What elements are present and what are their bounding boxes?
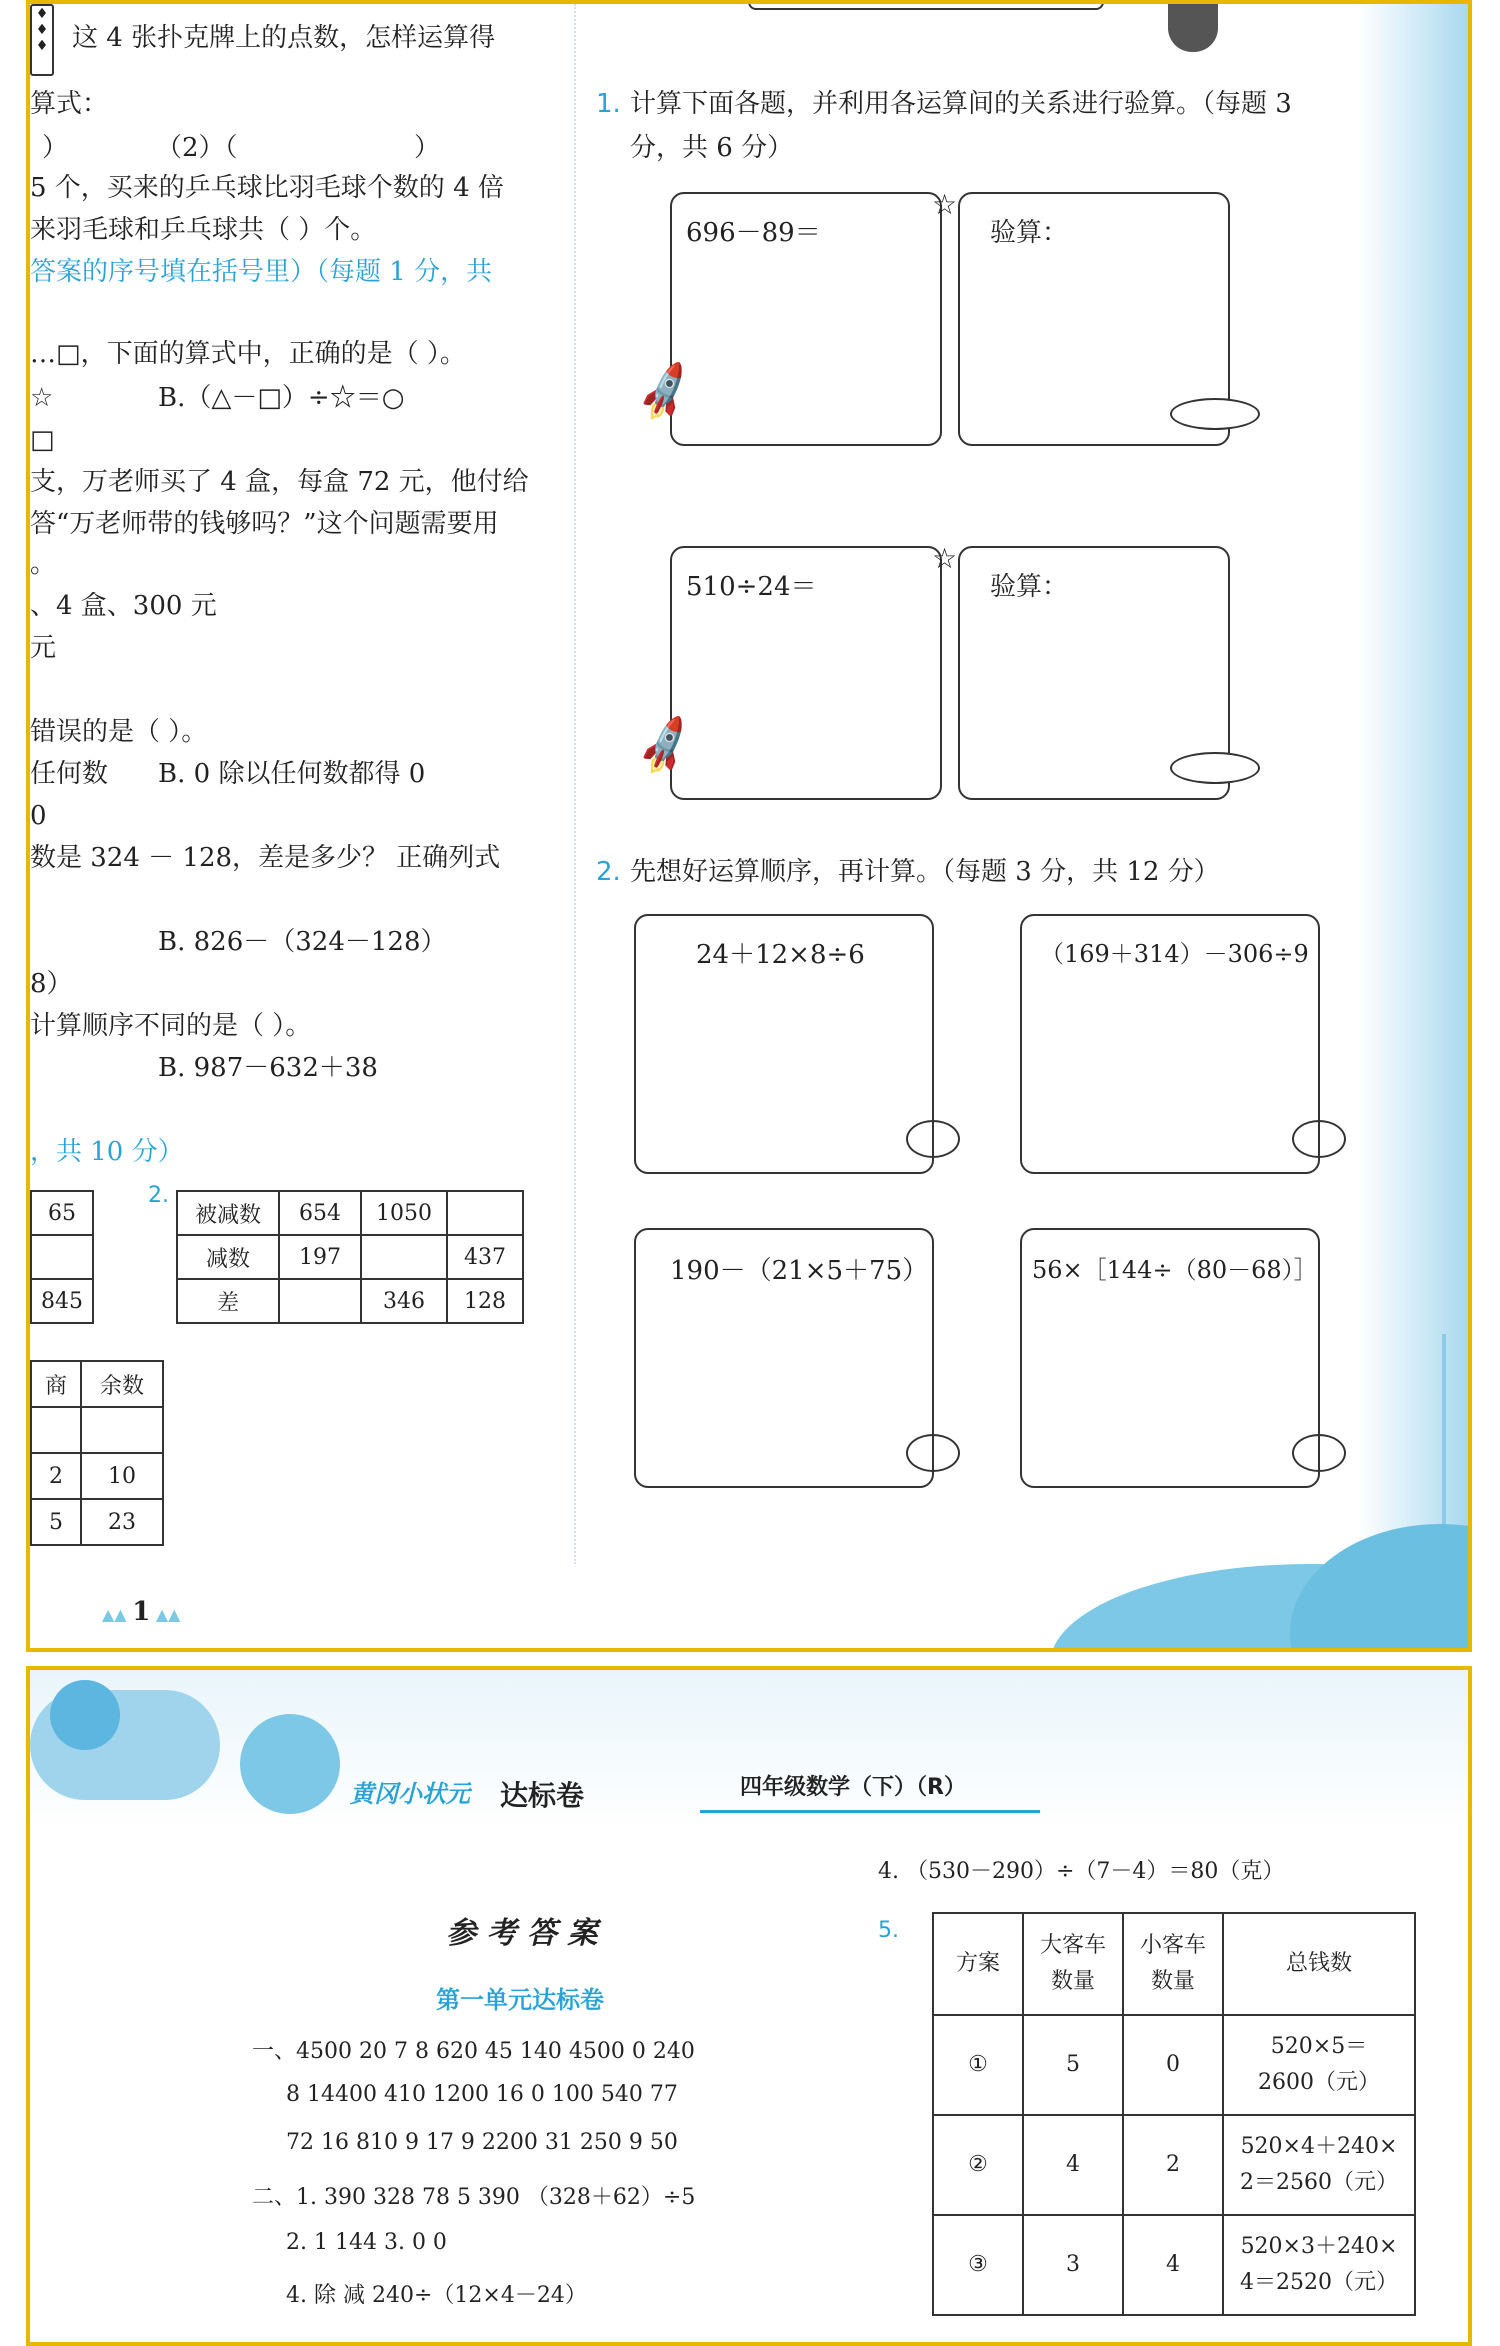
star-icon: ☆ [932,188,958,221]
option-minus-b: B. 826－（324－128） [158,927,447,957]
q-wrong-text: 错误的是（ ）。 [30,717,208,747]
table-cell: 5 [31,1499,81,1545]
unit-title: 第一单元达标卷 [436,1986,604,2014]
figure-box-top [748,0,1104,10]
star-icon: ☆ [932,542,958,575]
q-pingpong-text: 5 个，买来的乒乓球比羽毛球个数的 4 倍 [30,173,504,203]
option-wrong-c: 0 [30,801,47,831]
table-cell [447,1191,523,1235]
expression: 56×［144÷（80－68）］ [1032,1256,1318,1284]
table-cell: 减数 [177,1235,279,1279]
planet-icon [906,1434,960,1472]
answer-number-5: 5. [878,1918,899,1943]
column-divider [574,4,576,1564]
table-cell: 2 [31,1453,81,1499]
page-number-value: 1 [132,1597,151,1627]
table-header: 总钱数 [1223,1913,1415,2015]
expression: （169＋314）－306÷9 [1040,940,1309,968]
table-cell: 0 [1123,2015,1223,2115]
option-wrong-b: B. 0 除以任何数都得 0 [158,759,426,789]
answer-line: 一、4500 20 7 8 620 45 140 4500 0 240 [252,2039,695,2064]
q2-number: 2. [596,857,621,887]
table-cell: 845 [31,1279,93,1323]
q-minus-text: 数是 324 － 128，差是多少？ 正确列式 [30,843,501,873]
q1-instruction-2: 分，共 6 分） [630,133,794,163]
table-cell: 197 [279,1235,361,1279]
q1-instruction: 计算下面各题，并利用各运算间的关系进行验算。（每题 3 [630,89,1292,119]
table-cell [31,1235,93,1279]
table-cell: 10 [81,1453,163,1499]
answer-line: 二、1. 390 328 78 5 390 （328＋62）÷5 [252,2185,696,2210]
blank-paren-close: ） [414,133,441,163]
table-cell [81,1407,163,1453]
option-c: □ [30,425,55,455]
sun-icon [50,1680,120,1750]
table-cell: 346 [361,1279,447,1323]
expr-box-1[interactable] [634,914,934,1174]
side-sky-decoration [1358,4,1468,1564]
table-header: 小客车 数量 [1123,1913,1223,2015]
section-heading-choice: 答案的序号填在括号里）（每题 1 分，共 [30,257,493,287]
brand-logo-text: 黄冈小状元 [350,1780,470,1808]
expr-box-3[interactable] [634,1228,934,1488]
character-figure [1168,4,1218,52]
ufo-icon [1170,398,1260,430]
q-order-text: 计算顺序不同的是（ ）。 [30,1011,312,1041]
table-cell: 23 [81,1499,163,1545]
calc-box-1[interactable] [670,192,942,446]
q2-number: 2. [148,1183,169,1208]
q-teacher-text-3: 。 [30,549,57,579]
table-cell: ② [933,2115,1023,2215]
brand-suffix: 达标卷 [500,1779,585,1812]
plan-table [932,1912,1416,2316]
division-table [30,1360,164,1546]
option-teacher-a: 、4 盒、300 元 [30,591,217,621]
mascot-avatar [240,1714,340,1814]
q-formula-label: 算式： [30,89,109,119]
answer-line-4: 4. （530－290）÷（7－4）＝80（克） [878,1859,1285,1884]
q-shapes-text: …□，下面的算式中，正确的是（ ）。 [30,339,466,369]
q1-number: 1. [596,89,621,119]
planet-icon [1292,1120,1346,1158]
q-pingpong-text-2: 来羽毛球和乒乓球共（ ）个。 [30,215,377,245]
subtraction-table [176,1190,524,1324]
table-cell [279,1279,361,1323]
page-number: ▲▲ 1 ▲▲ [102,1597,181,1627]
planet-icon [1292,1434,1346,1472]
table-cell [31,1407,81,1453]
poker-card-icon: ♦ ♦ ♦ [30,4,54,76]
answer-line: 8 14400 410 1200 16 0 100 540 77 [286,2082,678,2107]
q-teacher-text-2: 答“万老师带的钱够吗？”这个问题需要用 [30,509,499,539]
ufo-icon [1170,752,1260,784]
option-teacher-b: 元 [30,633,57,663]
table-cell: 3 [1023,2215,1123,2315]
table-cell [361,1235,447,1279]
blank-paren-2: （2）（ [156,133,238,163]
table-cell: 65 [31,1191,93,1235]
table-cell: 5 [1023,2015,1123,2115]
answer-page [26,1666,1472,2346]
expression: 24＋12×8÷6 [696,940,865,970]
expression: 190－（21×5＋75） [670,1256,929,1286]
option-b: B.（△－□）÷☆＝○ [158,383,405,413]
table-header: 大客车 数量 [1023,1913,1123,2015]
table-cell: ③ [933,2215,1023,2315]
blank-paren: ） [42,133,69,163]
calc-expression: 510÷24＝ [686,572,817,602]
section-heading-fill: ，共 10 分） [30,1137,184,1167]
table-cell: 2 [1123,2115,1223,2215]
table-cell: 4 [1123,2215,1223,2315]
hill-decoration-2 [1290,1524,1472,1652]
answer-line: 4. 除 减 240÷（12×4－24） [286,2283,587,2308]
q-poker-text: 这 4 张扑克牌上的点数，怎样运算得 [72,23,496,53]
table-cell: 余数 [81,1361,163,1407]
table-cell: 520×5＝ 2600（元） [1223,2015,1415,2115]
expr-box-2[interactable] [1020,914,1320,1174]
partial-table-left [30,1190,94,1324]
table-cell: 520×4＋240× 2＝2560（元） [1223,2115,1415,2215]
option-order-b: B. 987－632＋38 [158,1053,378,1083]
q2-instruction: 先想好运算顺序，再计算。（每题 3 分，共 12 分） [630,857,1220,887]
table-cell: 654 [279,1191,361,1235]
table-cell: 520×3＋240× 4＝2520（元） [1223,2215,1415,2315]
worksheet-page [26,0,1472,1652]
check-label: 验算： [990,218,1069,248]
subject-label: 四年级数学（下）（R） [740,1775,966,1800]
answer-line: 72 16 810 9 17 9 2200 31 250 9 50 [286,2130,678,2155]
table-header: 方案 [933,1913,1023,2015]
answer-line: 2. 1 144 3. 0 0 [286,2230,447,2255]
answer-title: 参 考 答 案 [446,1916,598,1951]
option-minus-c: 8） [30,969,73,999]
option-a: ☆ [30,383,54,413]
table-cell: 1050 [361,1191,447,1235]
table-cell: ① [933,2015,1023,2115]
table-cell: 商 [31,1361,81,1407]
q-teacher-text: 支，万老师买了 4 盒，每盒 72 元，他付给 [30,467,529,497]
table-cell: 4 [1023,2115,1123,2215]
rocket-icon: 🚀 [631,713,701,780]
table-cell: 437 [447,1235,523,1279]
calc-expression: 696－89＝ [686,218,821,248]
table-cell: 被减数 [177,1191,279,1235]
option-wrong-a: 任何数 [30,759,109,789]
expr-box-4[interactable] [1020,1228,1320,1488]
calc-box-2[interactable] [670,546,942,800]
rocket-icon: 🚀 [631,359,701,426]
table-cell: 差 [177,1279,279,1323]
table-cell: 128 [447,1279,523,1323]
planet-icon [906,1120,960,1158]
check-label: 验算： [990,572,1069,602]
